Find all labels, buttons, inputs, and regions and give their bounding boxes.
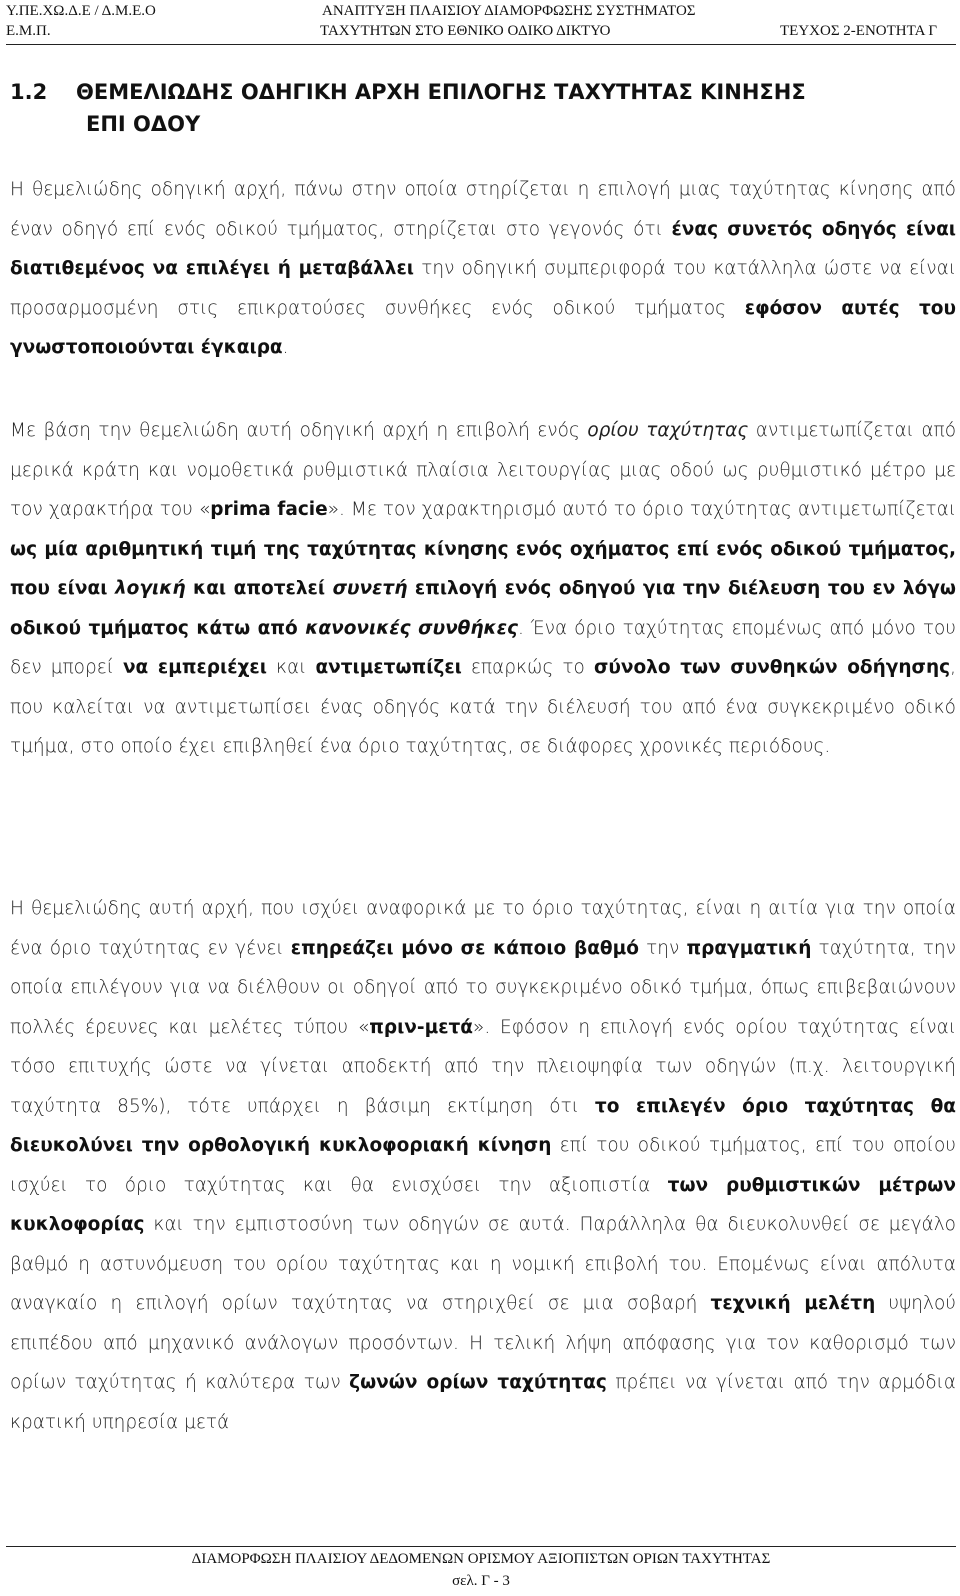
p2-emphasis: επιλογή ενός οδηγού για την διέλευση του εν λόγω οδικού τμήματος κάτω από xyxy=(10,578,956,639)
p2-italic-bold: συνετή xyxy=(332,578,408,599)
section-number: 1.2 xyxy=(10,80,48,104)
header-volume: ΤΕΥΧΟΣ 2-ΕΝΟΤΗΤΑ Γ xyxy=(780,23,938,39)
p2-emphasis-italic xyxy=(115,578,186,599)
p2-text: επαρκώς το xyxy=(461,657,594,678)
header-project-line1: ΑΝΑΠΤΥΞΗ ΠΛΑΙΣΙΟΥ ΔΙΑΜΟΡΦΩΣΗΣ ΣΥΣΤΗΜΑΤΟΣ xyxy=(322,3,696,19)
p3-text: και την εμπιστοσύνη των οδηγών σε αυτά. Παράλληλα θα διευκολυνθεί σε μεγάλο βαθμό η αστυνόμευση του ορίου ταχύτητας και η νομική επιβολή του. Επομένως είναι απόλυτα αναγκαίο η επιλογή ορίων ταχύτητας να στηριχθεί σε μια σοβαρή xyxy=(10,1214,956,1314)
p3-emphasis: πριν-μετά xyxy=(369,1016,474,1038)
p2-emphasis-italic xyxy=(305,618,518,639)
section-title-line2: ΕΠΙ ΟΔΟΥ xyxy=(86,112,201,136)
p2-text: και xyxy=(266,657,316,678)
p3-text: ». Εφόσον η επιλογή ενός ορίου ταχύτητας είναι τόσο επιτυχής ώστε να γίνεται αποδεκτή από την πλειοψηφία των οδηγών (π.χ. λειτουργική ταχύτητα 85%), τότε υπάρχει η βάσιμη εκτίμηση ότι xyxy=(10,1016,956,1117)
p3-emphasis: το επιλεγέν όριο ταχύτητας θα διευκολύνει την ορθολογική κυκλοφοριακή κίνηση xyxy=(10,1095,957,1156)
paragraph-2 xyxy=(10,411,956,767)
p3-text: ταχύτητα, την οποία επιλέγουν για να διέλθουν οι οδηγοί από το συγκεκριμένο οδικό τμήμα, όπως επιβεβαιώνουν πολλές έρευνες και μελέτες τύπου « xyxy=(10,937,956,1038)
p2-text: . Ένα όριο ταχύτητας επομένως από μόνο του δεν μπορεί xyxy=(10,617,956,678)
p2-emphasis: σύνολο των συνθηκών οδήγησης xyxy=(593,657,951,678)
header-org: Υ.ΠΕ.ΧΩ.Δ.Ε / Δ.Μ.Ε.Ο xyxy=(6,3,156,19)
header-project-line2: ΤΑΧΥΤΗΤΩΝ ΣΤΟ ΕΘΝΙΚΟ ΟΔΙΚΟ ΔΙΚΤΥΟ xyxy=(320,23,611,39)
p2-italic: ορίου ταχύτητας xyxy=(587,420,749,441)
p3-text: την xyxy=(638,937,687,959)
footer-title: ΔΙΑΜΟΡΦΩΣΗ ΠΛΑΙΣΙΟΥ ΔΕΔΟΜΕΝΩΝ ΟΡΙΣΜΟΥ ΑΞΙΟΠΙΣΤΩΝ ΟΡΙΩΝ ΤΑΧΥΤΗΤΑΣ xyxy=(191,1551,771,1567)
page-header xyxy=(6,0,956,45)
p2-emphasis: αντιμετωπίζει xyxy=(315,657,462,678)
p3-emphasis: πραγματική xyxy=(686,937,812,959)
header-institution: Ε.Μ.Π. xyxy=(6,23,51,39)
p1-emphasis: εφόσον αυτές του γνωστοποιούνται έγκαιρα xyxy=(10,297,956,358)
header-left xyxy=(6,1,156,41)
p2-text: ». Με τον χαρακτηρισμό αυτό το όριο ταχύτητας αντιμετωπίζεται xyxy=(327,499,957,520)
p3-emphasis: τεχνική μελέτη xyxy=(710,1293,876,1314)
p1-text: την οδηγική συμπεριφορά του κατάλληλα ώστε να είναι προσαρμοσμένη στις επικρατούσες συνθήκες ενός οδικού τμήματος xyxy=(10,258,956,319)
p2-emphasis: prima facie xyxy=(210,499,328,520)
p1-emphasis: ένας συνετός οδηγός είναι διατιθεμένος να επιλέγει ή μεταβάλλει xyxy=(10,218,956,279)
p1-text: . xyxy=(282,337,289,358)
p3-emphasis: επηρεάζει μόνο σε κάποιο βαθμό xyxy=(290,937,639,959)
paragraph-1 xyxy=(10,170,956,368)
p2-italic-bold: λογική xyxy=(114,578,186,599)
p3-text: υψηλού επιπέδου από μηχανικό ανάλογων προσόντων. Η τελική λήψη απόφασης για τον καθορισμό των ορίων ταχύτητας ή καλύτερα των xyxy=(10,1293,956,1393)
p2-italic-bold: κανονικές συνθήκες xyxy=(305,617,518,639)
p3-text: επί του οδικού τμήματος, επί του οποίου ισχύει το όριο ταχύτητας και θα ενισχύσει την αξιοπιστία xyxy=(10,1135,956,1196)
p2-text: αντιμετωπίζεται από μερικά κράτη και νομοθετικά ρυθμιστικά πλαίσια λειτουργίας μιας οδού ως ρυθμιστικό μέτρο με τον χαρακτήρα του « xyxy=(10,420,957,520)
p2-text: , που καλείται να αντιμετωπίσει ένας οδηγός κατά την διέλευσή του από ένα συγκεκριμένο οδικό τμήμα, στο οποίο έχει επιβληθεί ένα όριο ταχύτητας, σε διάφορες χρονικές περιόδους. xyxy=(10,657,956,757)
p3-emphasis: των ρυθμιστικών μέτρων κυκλοφορίας xyxy=(10,1174,956,1235)
p2-emphasis: ως μία αριθμητική τιμή της ταχύτητας κίνησης ενός οχήματος επί ενός οδικού τμήματος, που είναι xyxy=(10,538,956,599)
p3-text: πρέπει να γίνεται από την αρμόδια κρατική υπηρεσία μετά xyxy=(10,1372,957,1433)
p3-emphasis: ζωνών ορίων ταχύτητας xyxy=(349,1372,607,1393)
page-number: σελ. Γ - 3 xyxy=(452,1573,510,1589)
section-title-line1: ΘΕΜΕΛΙΩΔΗΣ ΟΔΗΓΙΚΗ ΑΡΧΗ ΕΠΙΛΟΓΗΣ ΤΑΧΥΤΗΤΑΣ ΚΙΝΗΣΗΣ xyxy=(76,80,806,104)
paragraph-3 xyxy=(10,889,956,1442)
p2-text: Με βάση την θεμελιώδη αυτή οδηγική αρχή η επιβολή ενός xyxy=(10,420,588,441)
p2-emphasis: και αποτελεί xyxy=(185,578,333,599)
page-footer xyxy=(6,1546,956,1591)
p2-emphasis: να εμπεριέχει xyxy=(122,657,267,678)
p1-text: Η θεμελιώδης οδηγική αρχή, πάνω στην οποία στηρίζεται η επιλογή μιας ταχύτητας κίνησης από έναν οδηγό επί ενός οδικού τμήματος, στηρίζεται στο γεγονός ότι xyxy=(10,179,956,240)
section-heading xyxy=(10,76,950,140)
p2-emphasis-italic xyxy=(333,578,408,599)
p3-text: Η θεμελιώδης αυτή αρχή, που ισχύει αναφορικά με το όριο ταχύτητας, είναι η αιτία για την οποία ένα όριο ταχύτητας εν γένει xyxy=(10,898,956,959)
